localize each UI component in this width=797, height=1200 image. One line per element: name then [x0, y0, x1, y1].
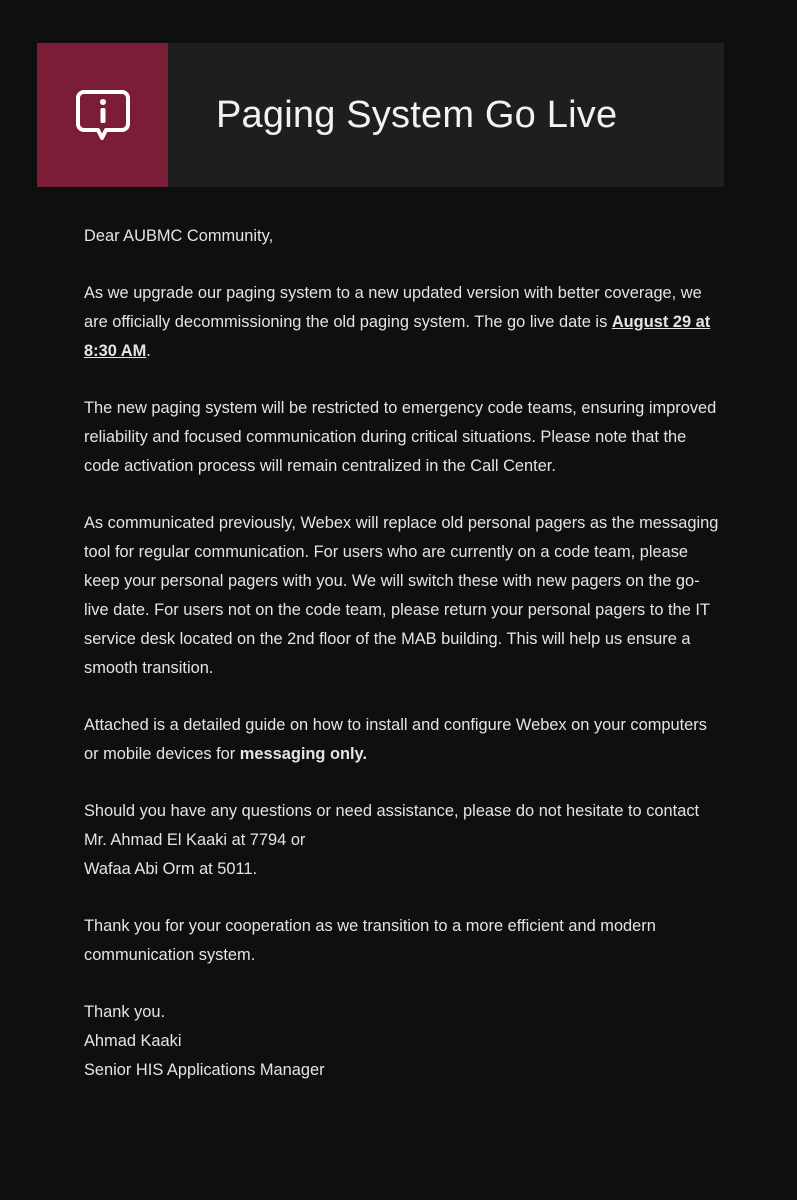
greeting: Dear AUBMC Community,	[84, 227, 274, 245]
paragraph-upgrade-end: .	[146, 342, 151, 360]
go-live-date: August 29 at 8:30 AM	[84, 313, 711, 360]
info-speech-bubble-icon	[72, 84, 134, 146]
paragraph-guide-text: Attached is a detailed guide on how to install and configure Webex on your computers or mobile devices for	[84, 716, 707, 763]
signer-title: Senior HIS Applications Manager	[84, 1061, 325, 1079]
signer-name: Ahmad Kaaki	[84, 1032, 182, 1050]
contact-wafaa: Wafaa Abi Orm at 5011.	[84, 860, 258, 878]
contact-ahmad: Mr. Ahmad El Kaaki at 7794 or	[84, 831, 306, 849]
messaging-only-emphasis: messaging only.	[239, 745, 367, 763]
header-banner	[37, 43, 724, 187]
closing: Thank you.	[84, 1003, 166, 1021]
contact-intro: Should you have any questions or need assistance, please do not hesitate to contact	[84, 802, 700, 820]
email-body	[84, 222, 724, 1085]
paragraph-contact	[84, 797, 724, 884]
paragraph-upgrade	[84, 279, 724, 366]
paragraph-webex-pagers: As communicated previously, Webex will replace old personal pagers as the messaging tool for regular communication. For users who are currently on a code team, please keep your personal pagers with you. We will switch these with new pagers on the go-live date. For users not on the code team, please return your personal pagers to the IT service desk located on the 2nd floor of the MAB building. This will help us ensure a smooth transition.	[84, 514, 719, 677]
paragraph-guide	[84, 711, 724, 769]
paragraph-restriction: The new paging system will be restricted to emergency code teams, ensuring improved reliability and focused communication during critical situations. Please note that the code activation process will remain centralized in the Call Center.	[84, 399, 717, 475]
signature	[84, 998, 724, 1085]
paragraph-thanks: Thank you for your cooperation as we transition to a more efficient and modern communication system.	[84, 917, 656, 964]
page-title: Paging System Go Live	[216, 93, 618, 136]
banner-icon-box	[37, 43, 168, 187]
paragraph-upgrade-text: As we upgrade our paging system to a new updated version with better coverage, we are officially decommissioning the old paging system. The go live date is	[84, 284, 702, 331]
